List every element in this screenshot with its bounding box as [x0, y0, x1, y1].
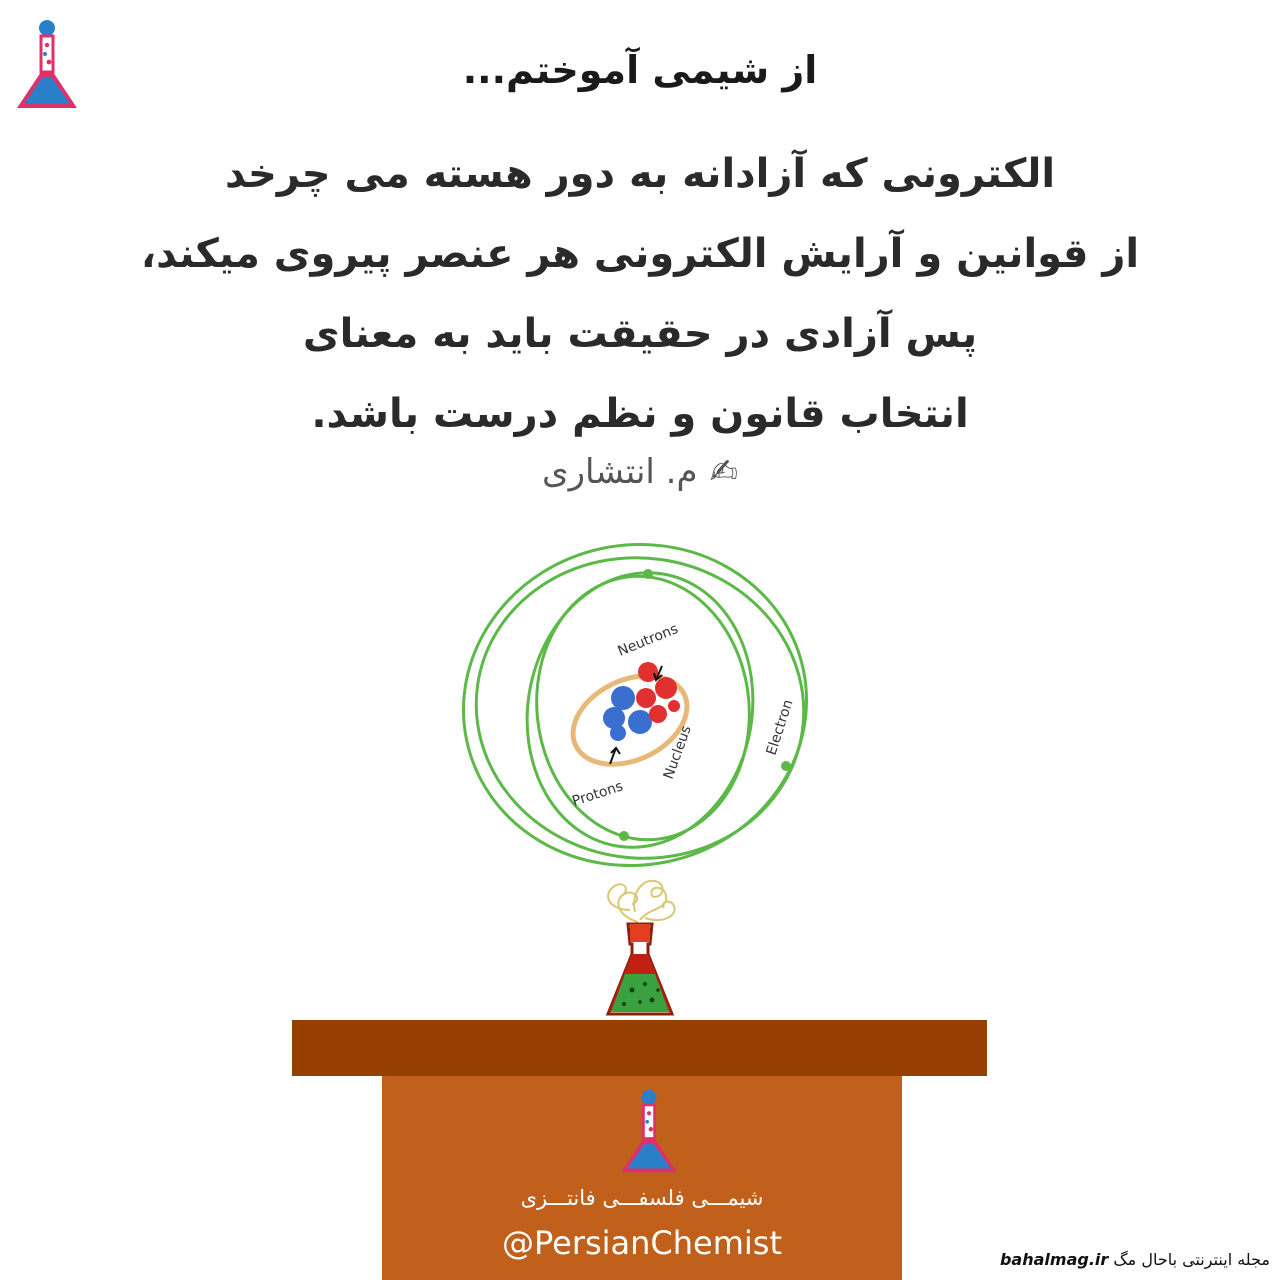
flask-logo-icon — [618, 1088, 680, 1176]
electron-dot — [781, 761, 791, 771]
electron-label: Electron — [763, 697, 797, 758]
electron-dot — [619, 831, 629, 841]
table-top — [292, 1020, 987, 1076]
electron-dot — [643, 569, 653, 579]
poem-line: الکترونی که آزادانه به دور هسته می چرخد — [224, 151, 1056, 197]
author-credit — [0, 452, 1280, 492]
page-title: از شیمی آموختم... — [462, 48, 818, 92]
poem-line: پس آزادی در حقیقت باید به معنای — [302, 311, 978, 357]
writing-hand-icon: ✍ — [709, 452, 739, 492]
brand-name: شیمـــی فلسفـــی فانتـــزی — [520, 1186, 764, 1210]
protons-label: Protons — [570, 778, 626, 810]
nucleus-label: Nucleus — [660, 723, 695, 782]
watermark-text: مجله اینترنتی باحال مگ — [1113, 1250, 1270, 1269]
watermark-site: bahalmag.ir — [999, 1250, 1109, 1269]
author-name: م. انتشاری — [541, 452, 698, 492]
poem-line: از قوانین و آرایش الکترونی هر عنصر پیروی میکند، — [140, 231, 1140, 277]
erlenmeyer-flask-icon — [590, 862, 690, 1027]
poem-line: انتخاب قانون و نظم درست باشد. — [311, 391, 969, 437]
smoke-icon — [608, 881, 675, 922]
atom-diagram — [440, 520, 840, 880]
watermark — [996, 1248, 1274, 1271]
neutrons-label: Neutrons — [615, 621, 681, 660]
poem-text — [100, 134, 1180, 454]
brand-handle: @PersianChemist — [501, 1224, 783, 1262]
